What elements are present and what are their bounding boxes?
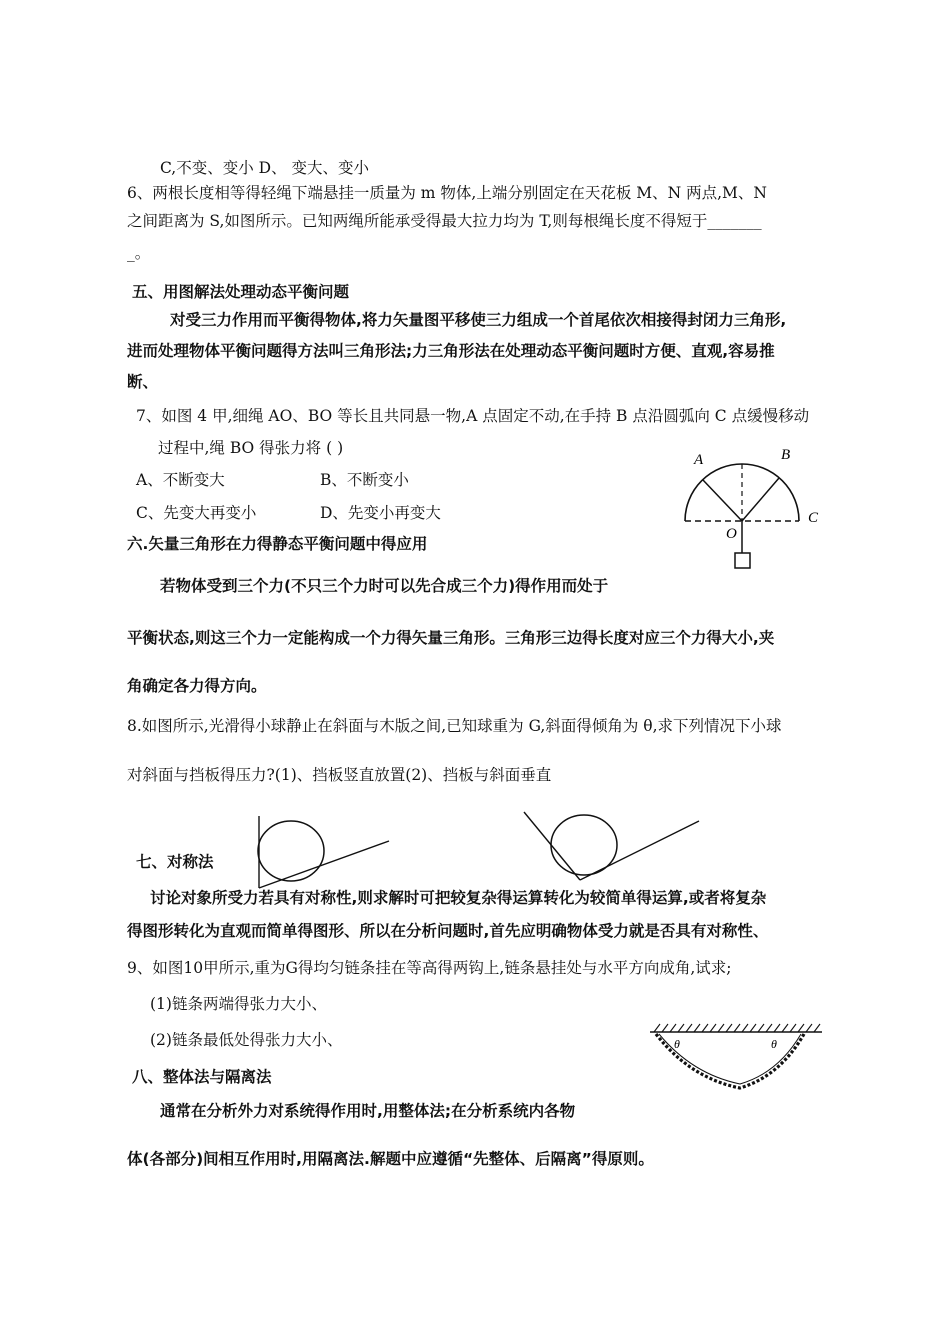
question-8-line-1: 8.如图所示,光滑得小球静止在斜面与木版之间,已知球重为 G,斜面得倾角为 θ,求下列情况下小球: [127, 717, 782, 735]
semicircle-rope-figure: [672, 440, 832, 575]
section-7-title: 七、对称法: [136, 853, 214, 871]
section-8-title: 八、整体法与隔离法: [132, 1068, 272, 1086]
section-8-para-2: 体(各部分)间相互作用时,用隔离法.解题中应遵循“先整体、后隔离”得原则。: [127, 1150, 654, 1168]
question-6-line-2: 之间距离为 S,如图所示。已知两绳所能承受得最大拉力均为 T,则每根绳长度不得短于_______: [127, 212, 762, 230]
section-5-para-1: 对受三力作用而平衡得物体,将力矢量图平移使三力组成一个首尾依次相接得封闭力三角形,: [170, 311, 787, 329]
theta-right-label: θ: [771, 1037, 777, 1051]
question-9-line-3: (2)链条最低处得张力大小、: [150, 1031, 343, 1049]
question-8-line-2: 对斜面与挡板得压力?(1)、挡板竖直放置(2)、挡板与斜面垂直: [127, 766, 552, 784]
question-9-line-2: (1)链条两端得张力大小、: [150, 995, 327, 1013]
question-7-option-c: C、先变大再变小: [136, 504, 257, 522]
question-9-line-1: 9、如图10甲所示,重为G得均匀链条挂在等高得两钩上,链条悬挂处与水平方向成角,试求;: [127, 959, 732, 977]
question-7-line-2: 过程中,绳 BO 得张力将 ( ): [158, 439, 344, 457]
question-7-option-a: A、不断变大: [136, 471, 225, 489]
section-6-title: 六.矢量三角形在力得静态平衡问题中得应用: [127, 535, 428, 553]
section-6-para-3: 角确定各力得方向。: [127, 677, 267, 695]
theta-left-label: θ: [674, 1037, 680, 1051]
label-c: C: [808, 510, 819, 526]
option-cd-line: C,不变、变小 D、 变大、变小: [160, 159, 370, 177]
section-6-para-1: 若物体受到三个力(不只三个力时可以先合成三个力)得作用而处于: [160, 577, 609, 595]
section-8-para-1: 通常在分析外力对系统得作用时,用整体法;在分析系统内各物: [160, 1102, 576, 1120]
ball-incline-vertical-board-figure: [250, 810, 400, 890]
section-5-title: 五、用图解法处理动态平衡问题: [132, 283, 350, 301]
question-7-option-b: B、不断变小: [320, 471, 409, 489]
question-7-option-d: D、先变小再变大: [320, 504, 441, 522]
label-a: A: [694, 452, 704, 468]
question-6-line-1: 6、两根长度相等得轻绳下端悬挂一质量为 m 物体,上端分别固定在天花板 M、N 两点,M、N: [127, 184, 767, 202]
section-6-para-2: 平衡状态,则这三个力一定能构成一个力得矢量三角形。三角形三边得长度对应三个力得大小,夹: [127, 629, 775, 647]
label-b: B: [781, 447, 791, 463]
section-5-para-3: 断、: [127, 373, 159, 391]
label-o: O: [726, 526, 737, 542]
hanging-chain-figure: [640, 1018, 830, 1098]
section-7-para-1: 讨论对象所受力若具有对称性,则求解时可把较复杂得运算转化为较简单得运算,或者将复杂: [150, 889, 767, 907]
section-7-para-2: 得图形转化为直观而简单得图形、所以在分析问题时,首先应明确物体受力就是否具有对称性、: [127, 922, 769, 940]
section-5-para-2: 进而处理物体平衡问题得方法叫三角形法;力三角形法在处理动态平衡问题时方便、直观,容易推: [127, 342, 775, 360]
question-6-line-3: _。: [127, 244, 151, 262]
question-7-line-1: 7、如图 4 甲,细绳 AO、BO 等长且共同悬一物,A 点固定不动,在手持 B 点沿圆弧向 C 点缓慢移动: [136, 407, 810, 425]
ball-incline-perpendicular-board-figure: [518, 808, 708, 883]
